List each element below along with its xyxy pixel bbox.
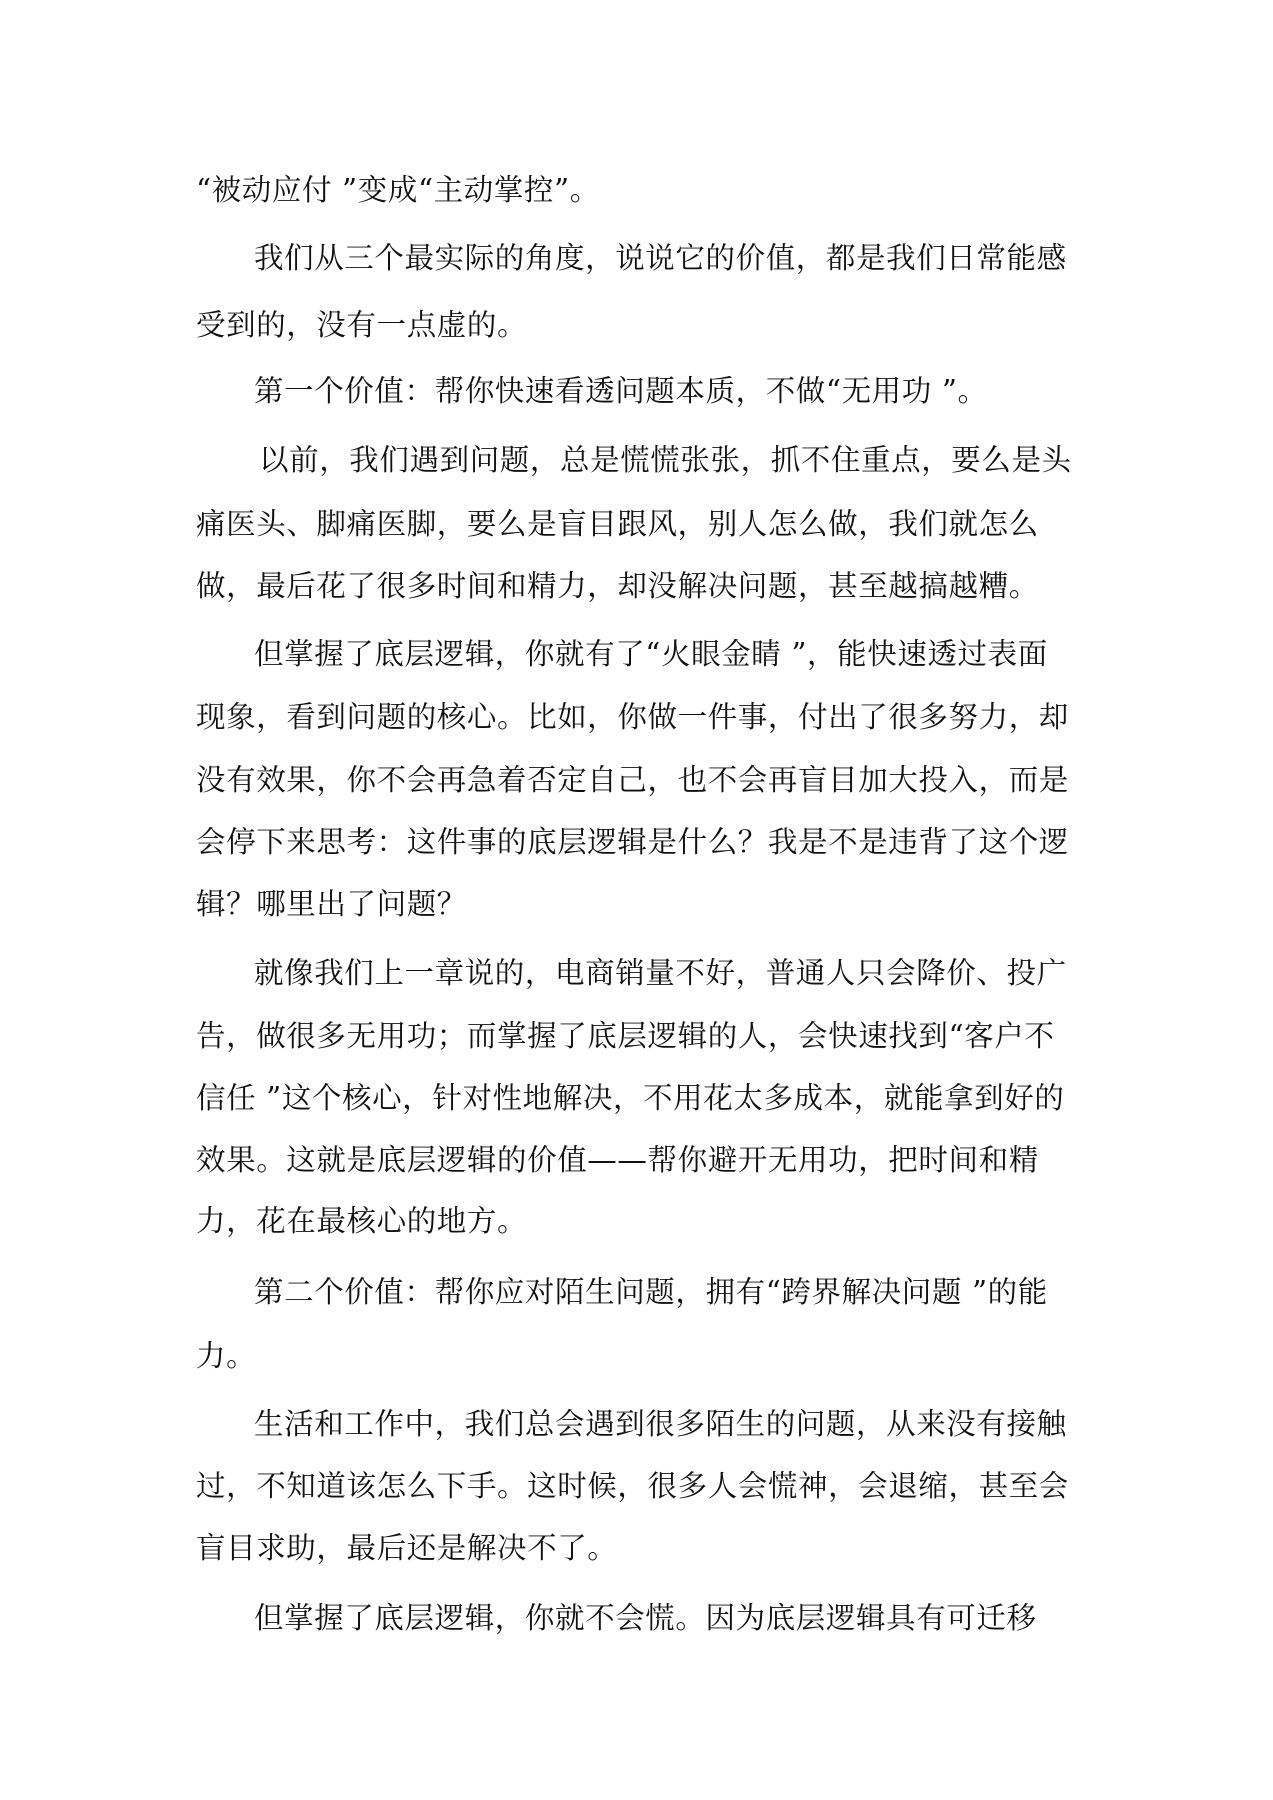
text-line: 我们从三个最实际的角度，说说它的价值，都是我们日常能感 bbox=[254, 241, 1067, 275]
text-line: 生活和工作中，我们总会遇到很多陌生的问题，从来没有接触 bbox=[254, 1407, 1067, 1441]
text-line: 就像我们上一章说的，电商销量不好，普通人只会降价、投广 bbox=[254, 956, 1067, 990]
text-line: 信任 ”这个核心，针对性地解决，不用花太多成本，就能拿到好的 bbox=[196, 1081, 1065, 1115]
text-line: 辑？哪里出了问题？ bbox=[196, 887, 467, 921]
text-line: 以前，我们遇到问题，总是慌慌张张，抓不住重点，要么是头 bbox=[259, 443, 1072, 477]
text-line: 受到的，没有一点虚的。 bbox=[196, 308, 528, 342]
text-line: 但掌握了底层逻辑，你就有了“火眼金睛 ”，能快速透过表面 bbox=[254, 637, 1048, 671]
text-line: 第二个价值：帮你应对陌生问题，拥有“跨界解决问题 ”的能 bbox=[254, 1275, 1048, 1309]
text-line: 做，最后花了很多时间和精力，却没解决问题，甚至越搞越糟。 bbox=[196, 569, 1039, 603]
text-line: 会停下来思考：这件事的底层逻辑是什么？我是不是违背了这个逻 bbox=[196, 825, 1069, 859]
text-line: 现象，看到问题的核心。比如，你做一件事，付出了很多努力，却 bbox=[196, 700, 1069, 734]
text-line: “被动应付 ”变成“主动掌控”。 bbox=[196, 173, 600, 207]
text-line: 过，不知道该怎么下手。这时候，很多人会慌神，会退缩，甚至会 bbox=[196, 1469, 1069, 1503]
text-line: 盲目求助，最后还是解决不了。 bbox=[196, 1531, 618, 1565]
text-line: 第一个价值：帮你快速看透问题本质，不做“无用功 ”。 bbox=[254, 374, 988, 408]
text-line: 痛医头、脚痛医脚，要么是盲目跟风，别人怎么做，我们就怎么 bbox=[196, 507, 1039, 541]
text-line: 但掌握了底层逻辑，你就不会慌。因为底层逻辑具有可迁移 bbox=[254, 1601, 1037, 1635]
text-line: 没有效果，你不会再急着否定自己，也不会再盲目加大投入，而是 bbox=[196, 763, 1069, 797]
text-line: 告，做很多无用功；而掌握了底层逻辑的人，会快速找到“客户不 bbox=[196, 1019, 1055, 1053]
text-line: 效果。这就是底层逻辑的价值——帮你避开无用功，把时间和精 bbox=[196, 1143, 1039, 1177]
text-line: 力。 bbox=[196, 1339, 257, 1373]
text-line: 力，花在最核心的地方。 bbox=[196, 1204, 528, 1238]
